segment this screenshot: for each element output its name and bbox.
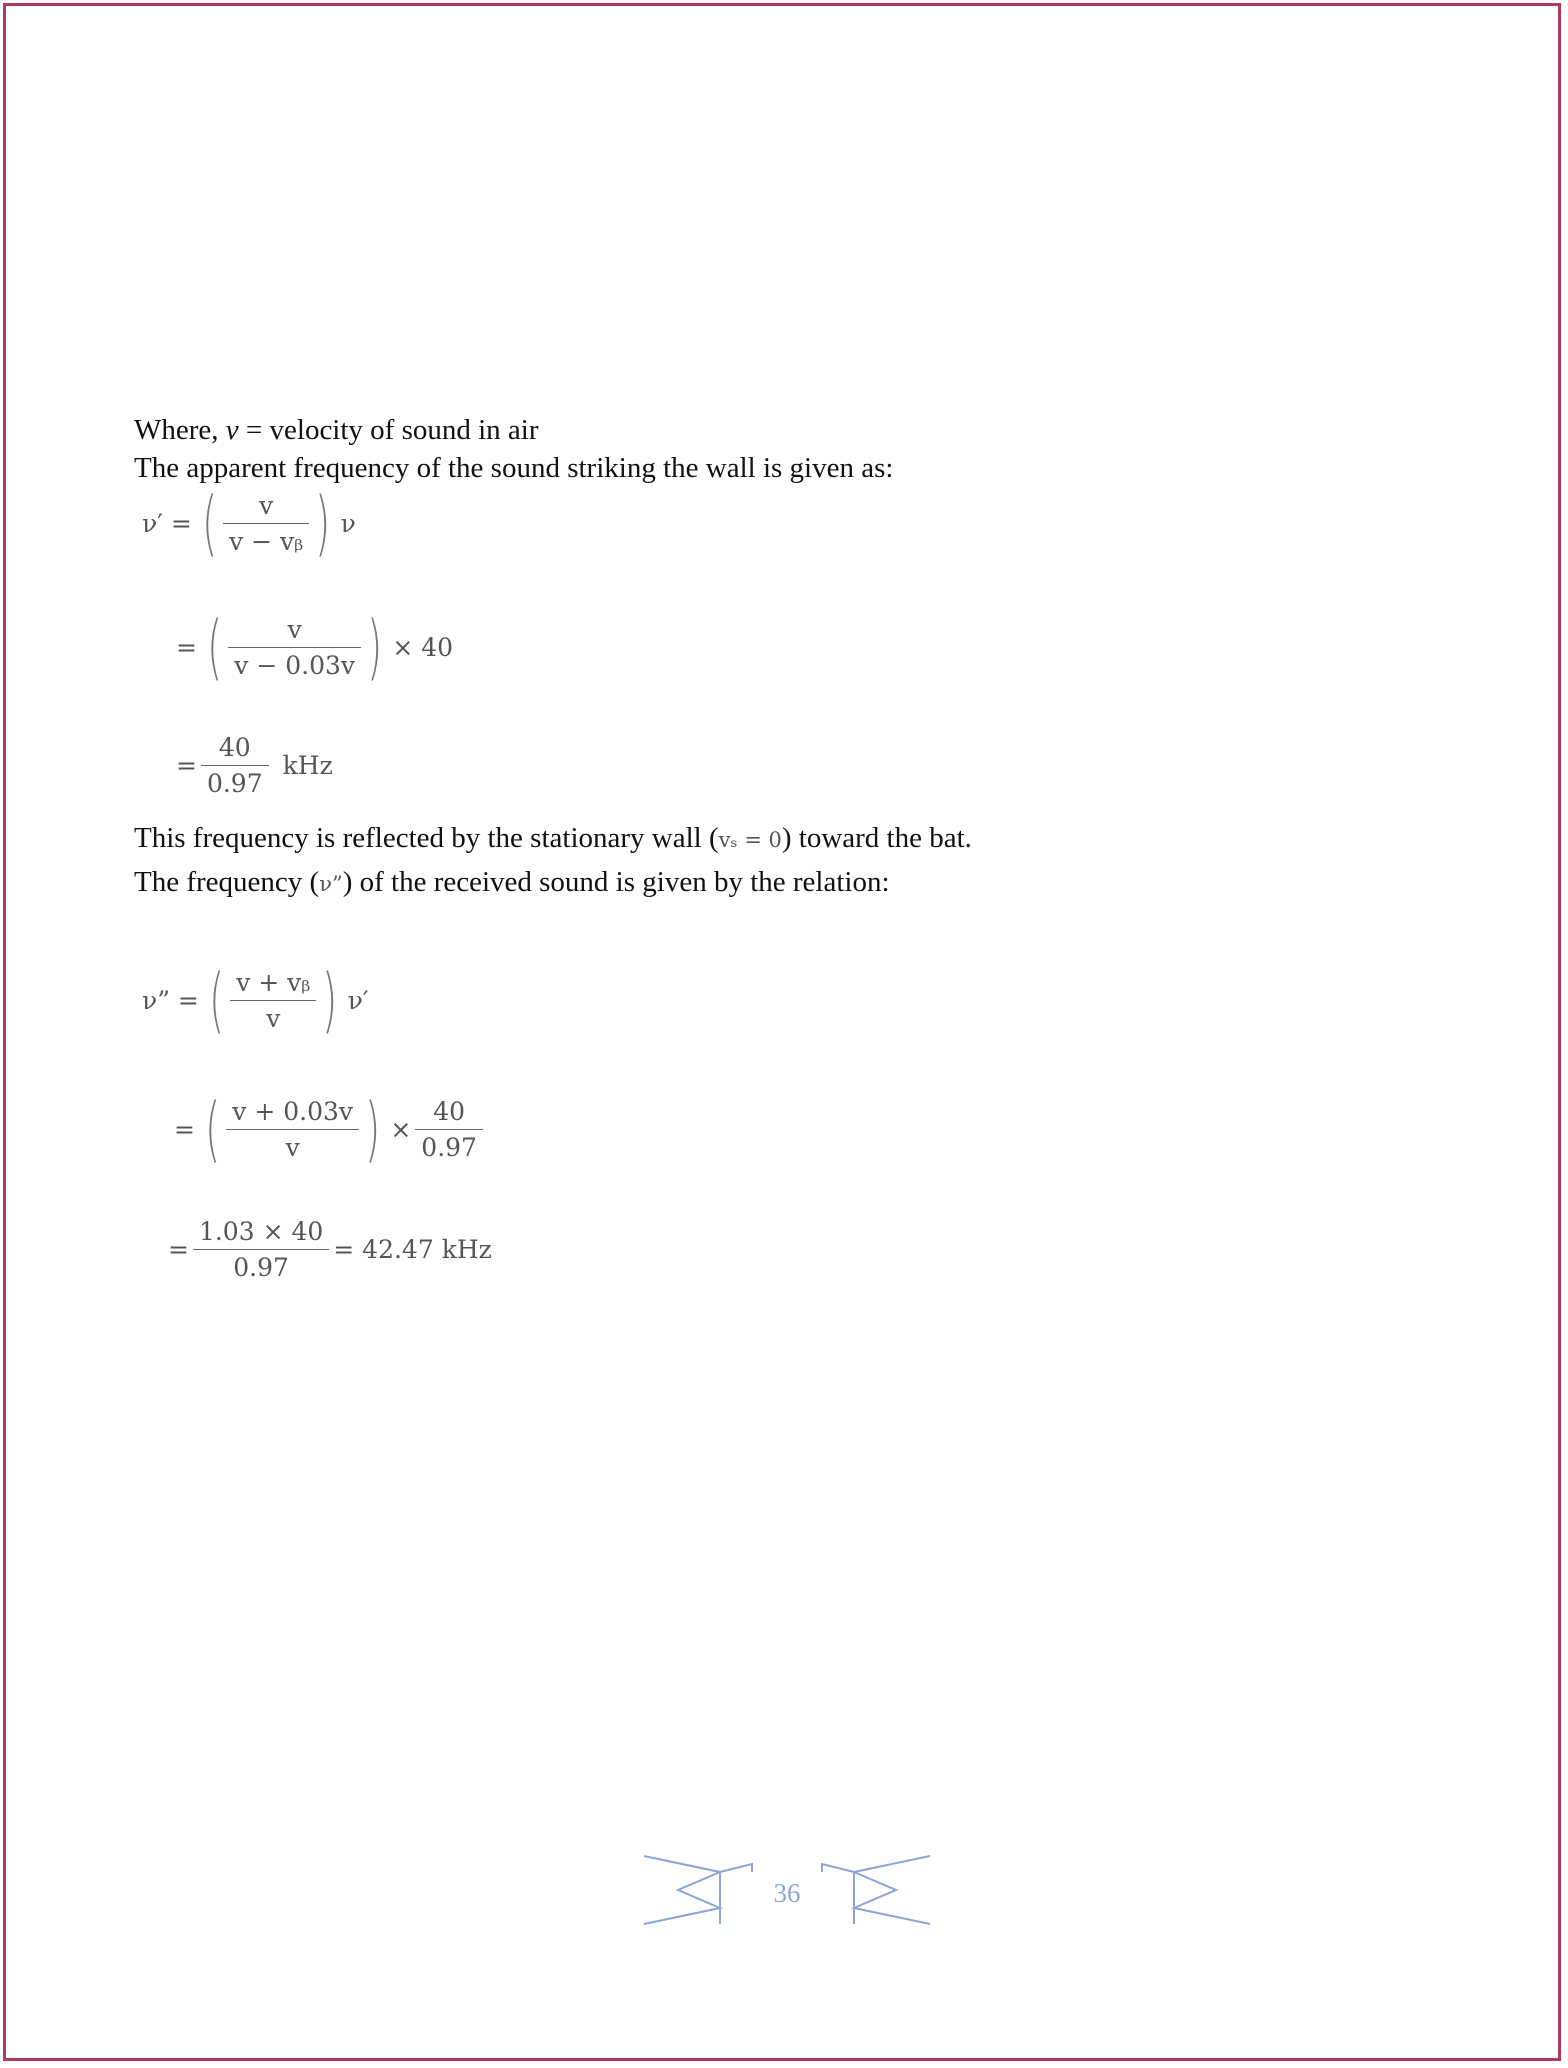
received-frequency-line: The frequency (ν”) of the received sound is given by the relation: <box>134 866 890 898</box>
apparent-frequency-line: The apparent frequency of the sound striking the wall is given as: <box>134 452 894 484</box>
page-number: 36 <box>773 1878 801 1908</box>
equation-result-1: = $\frac{40}{0.97}$ kHz <box>176 733 333 798</box>
where-line: Where, v = velocity of sound in air <box>134 414 539 446</box>
equation-apparent-frequency: ν′ = ( $\frac{v}{\text{v − vᵦ}}$ ) ν <box>142 482 356 564</box>
reflected-line: This frequency is reflected by the stationary wall (vₛ = 0) toward the bat. <box>134 822 972 854</box>
page-number-badge <box>642 1850 932 1930</box>
equation-received-frequency: ν” = ( $\frac{\text{v + vᵦ}}{v}$ ) ν′ <box>142 959 369 1041</box>
equation-substitution-1: = ( $\frac{v}{v - 0.03v}$ ) × 40 <box>176 606 454 688</box>
equation-final-result: = $\frac{1.03 \times 40}{0.97}$ = 42.47 kHz <box>168 1217 492 1282</box>
equation-substitution-2: = ( $\frac{v + 0.03v}{v}$ ) × $\frac{40}{0.97}$ <box>170 1094 483 1164</box>
